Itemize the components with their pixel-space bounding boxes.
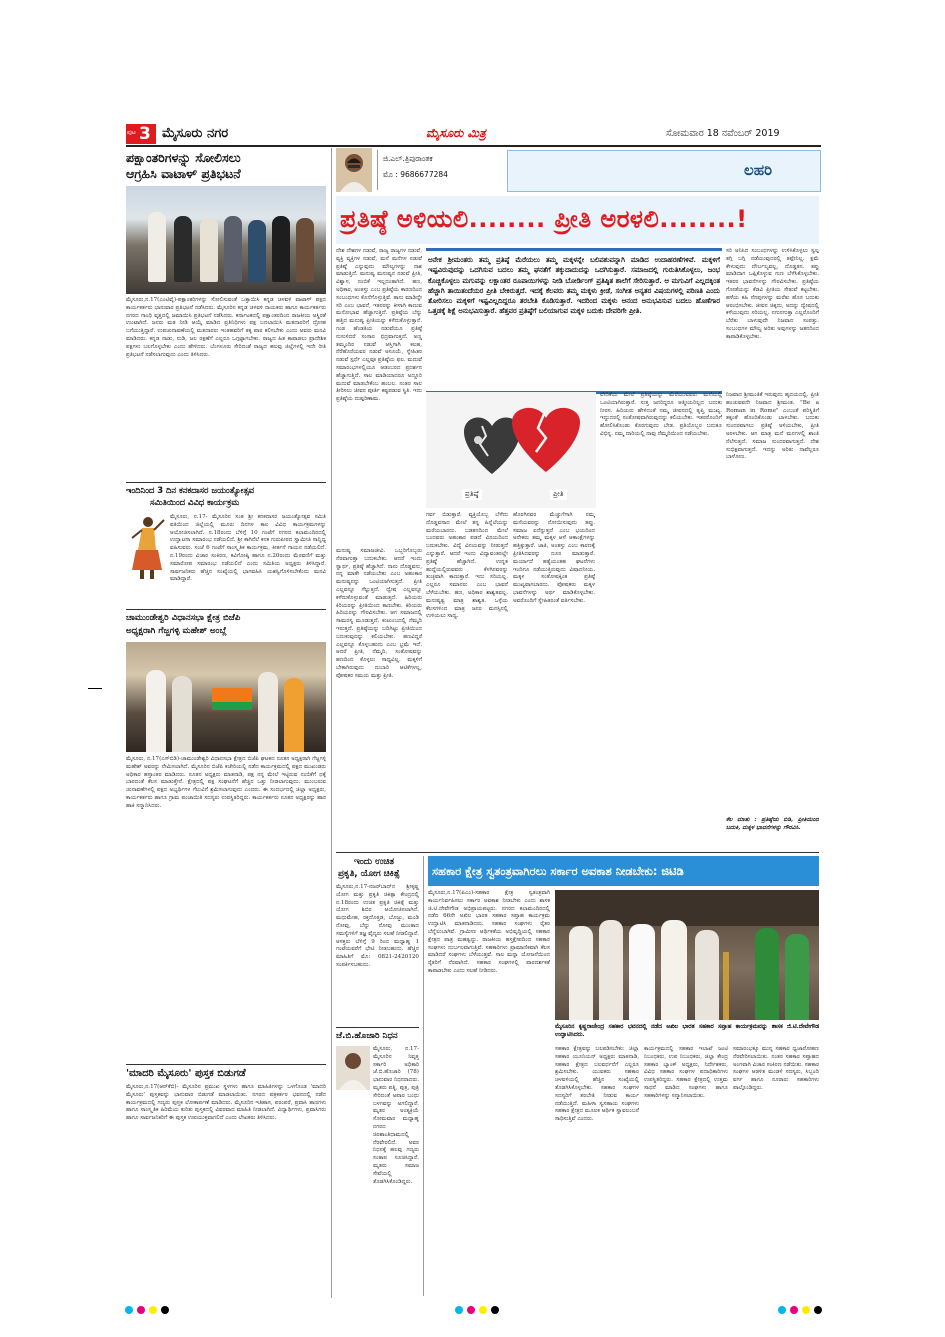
story-protest [126,150,326,182]
flag-banner [212,702,252,710]
masthead [126,124,821,144]
person-figure [695,930,719,1020]
dancer-icon [128,514,166,580]
story-subheadline: ಸಮಿತಿಯಿಂದ ವಿವಿಧ ಕಾರ್ಯಕ್ರಮ [150,497,240,507]
feature-intro-box [426,248,722,394]
story-body: ಮೈಸೂರು,ನ.17(ಆರ್‌ಕೆಬಿ)- ಮೈಸೂರಿನ ಪ್ರಮುಖ ಸ್ಥಳಗಳು ಹಾಗೂ ಮಾಹಿತಿಗಳನ್ನು ಒಳಗೊಂಡ 'ಮಾದರಿ ಮೈಸೂರು' ಪುಸ್ತಕವನ್ನು ಭಾನುವಾರ ಬಿಡುಗಡೆ ಮಾಡಲಾಯಿತು. ನಗರದ ಪತ್ರಕರ್ತರ ಭವನದಲ್ಲಿ ನಡೆದ ಕಾರ್ಯಕ್ರಮದಲ್ಲಿ ಗಣ್ಯರು ಪುಸ್ತಕ ಲೋಕಾರ್ಪಣೆ ಮಾಡಿದರು. ಮೈಸೂರಿನ ಇತಿಹಾಸ, ಪರಂಪರೆ, ಪ್ರವಾಸಿ ತಾಣಗಳು ಹಾಗೂ ಸಾಂಸ್ಕೃತಿಕ ಹಿರಿಮೆಯ ಕುರಿತು ಪುಸ್ತಕದಲ್ಲಿ ವಿವರವಾದ ಮಾಹಿತಿ ನೀಡಲಾಗಿದೆ. ವಿದ್ಯಾರ್ಥಿಗಳು, ಪ್ರವಾಸಿಗರು ಹಾಗೂ ಸಾರ್ವಜನಿಕರಿಗೆ ಈ ಪುಸ್ತಕ ಉಪಯುಕ್ತವಾಗಲಿದೆ ಎಂದು ಲೇಖಕರು ತಿಳಿಸಿದರು. [126,1084,326,1122]
story-body: ಸಹಕಾರ ಕ್ಷೇತ್ರವನ್ನು ಬಲಪಡಿಸಬೇಕು: ಜಿಲ್ಲಾ ಸಹಕಾರ ಯೂನಿಯನ್ ಅಧ್ಯಕ್ಷರು ಮಾತನಾಡಿ, ಸಹಕಾರ ಕ್ಷೇತ್ರದ ಬಲವರ್ಧನೆಗೆ ಎಲ್ಲರೂ ಶ್ರಮಿಸಬೇಕು. ಯುವಕರು ಸಹಕಾರ ಚಳವಳಿಯಲ್ಲಿ ಹೆಚ್ಚಿನ ಸಂಖ್ಯೆಯಲ್ಲಿ ತೊಡಗಿಸಿಕೊಳ್ಳಬೇಕು. ಸಹಕಾರ ಸಂಘಗಳ ಸದಸ್ಯರಿಗೆ ತರಬೇತಿ ನೀಡುವ ಕಾರ್ಯ ನಡೆಯುತ್ತಿದೆ. ಮಹಿಳಾ ಸ್ವಸಹಾಯ ಸಂಘಗಳು ಸಹಕಾರ ಕ್ಷೇತ್ರದ ಮೂಲಕ ಆರ್ಥಿಕ ಸ್ವಾವಲಂಬನೆ ಸಾಧಿಸುತ್ತಿವೆ ಎಂದರು. [555,1046,639,1123]
person-figure [148,212,166,282]
feature-headline-banner [336,196,819,244]
page-number: 3 [139,124,151,144]
feature-body-col-g: ನಿಜವಾದ ಶ್ರೀಮಂತಿಕೆ ಇರುವುದು ಹೃದಯದಲ್ಲಿ. ಪ್ರೀತಿ ಹಂಚುವವನೇ ನಿಜವಾದ ಶ್ರೀಮಂತ. "Be a Roman in Rome" ಎಂಬಂತೆ ಪರಿಸ್ಥಿತಿಗೆ ತಕ್ಕಂತೆ ಹೊಂದಿಕೊಂಡು ಬಾಳಬೇಕು. ಬದುಕು ಸುಂದರವಾಗಲು ಪ್ರತಿಷ್ಠೆ ಅಳಿಯಬೇಕು, ಪ್ರೀತಿ ಅರಳಬೇಕು. ಆಗ ಮಾತ್ರ ಮನೆ ಮನಗಳಲ್ಲಿ ಶಾಂತಿ ನೆಲೆಸುತ್ತದೆ. ಸಮಾಜ ಸುಂದರವಾಗುತ್ತದೆ. ದೇಶ ಸುಭಿಕ್ಷವಾಗುತ್ತದೆ. ಇದನ್ನು ಅರಿತು ನಾವೆಲ್ಲರೂ ಬಾಳೋಣ. [726,392,819,461]
story-headline: ಇಂದು ಉಚಿತ [354,857,394,867]
person-figure [258,672,278,752]
registration-mark [479,1306,487,1314]
masthead-rule [126,145,821,147]
person-figure [569,926,593,1020]
person-figure [172,676,192,752]
feature-body-col-d: ಗರ್ವ ಬಿಡುತ್ತಾರೆ. ವ್ಯಕ್ತಿಯೊಬ್ಬ ಬೆಳೆದು ದೊಡ್ಡವನಾದ ಮೇಲೆ ತನ್ನ ಹಿನ್ನೆಲೆಯನ್ನು ಮರೆಯಬಾರದು. ಬಡತನದಿಂದ ಮೇಲೆ ಬಂದವರು ಅಹಂಕಾರ ಪಡದೆ ವಿನಯದಿಂದ ಬದುಕಬೇಕು. ವಿದ್ಯೆ ವಿನಯವನ್ನು ನೀಡುತ್ತದೆ ಎನ್ನುತ್ತಾರೆ. ಆದರೆ ಇಂದು ವಿದ್ಯಾವಂತರಲ್ಲೇ ಪ್ರತಿಷ್ಠೆ ಹೆಚ್ಚಾಗಿದೆ. ಉನ್ನತ ಹುದ್ದೆಯಲ್ಲಿರುವವರು ಕೆಳಗಿನವರನ್ನು ತುಚ್ಛವಾಗಿ ಕಾಣುತ್ತಾರೆ. ಇದು ಸರಿಯಲ್ಲ. ಎಲ್ಲರೂ ಸಮಾನರು ಎಂಬ ಭಾವನೆ ಬೆಳೆಯಬೇಕು. ಹಣ, ಅಧಿಕಾರ ಶಾಶ್ವತವಲ್ಲ. ಮನುಷ್ಯತ್ವ ಮಾತ್ರ ಶಾಶ್ವತ. ಒಳ್ಳೆಯ ಕೆಲಸಗಳಿಂದ ಮಾತ್ರ ಜನರ ಮನಸ್ಸಿನಲ್ಲಿ ಉಳಿಯಲು ಸಾಧ್ಯ. [426,512,508,620]
story-body: ಮೈಸೂರು, ನ.17- ಮೈಸೂರಿನ ಸಂತ ಶ್ರೀ ಕನಕದಾಸರ ಜಯಂತ್ಯೋತ್ಸವ ಸಮಿತಿ ವತಿಯಿಂದ ಜಿಲ್ಲೆಯಲ್ಲಿ ಮೂರು ದಿನಗಳ ಕಾಲ ವಿವಿಧ ಕಾರ್ಯಕ್ರಮಗಳನ್ನು ಆಯೋಜಿಸಲಾಗಿದೆ. ನ.18ರಂದು ಬೆಳಿಗ್ಗೆ 10 ಗಂಟೆಗೆ ನಗರದ ಕಲಾಮಂದಿರದಲ್ಲಿ ಉದ್ಘಾಟನಾ ಸಮಾರಂಭ ನಡೆಯಲಿದೆ. ಶ್ರೀ ಕಾಗಿನೆಲೆ ಕನಕ ಗುರುಪೀಠದ ಸ್ವಾಮೀಜಿ ಸಾನ್ನಿಧ್ಯ ವಹಿಸುವರು. ಸಂಜೆ 6 ಗಂಟೆಗೆ ಸಾಂಸ್ಕೃತಿಕ ಕಾರ್ಯಕ್ರಮ, ಕೀರ್ತನೆ ಗಾಯನ ನಡೆಯಲಿದೆ. ನ.19ರಂದು ವಿಚಾರ ಸಂಕಿರಣ, ಕವಿಗೋಷ್ಠಿ ಹಾಗೂ ನ.20ರಂದು ಮೆರವಣಿಗೆ ಮತ್ತು ಸಮಾರೋಪ ಸಮಾರಂಭ ನಡೆಯಲಿದೆ ಎಂದು ಸಮಿತಿಯ ಅಧ್ಯಕ್ಷರು ತಿಳಿಸಿದ್ದಾರೆ. ಸಾರ್ವಜನಿಕರು ಹೆಚ್ಚಿನ ಸಂಖ್ಯೆಯಲ್ಲಿ ಭಾಗವಹಿಸಿ ಯಶಸ್ವಿಗೊಳಿಸಬೇಕೆಂದು ಮನವಿ ಮಾಡಿದ್ದಾರೆ. [170,514,326,583]
column-divider [423,856,424,1296]
feature-intro: ಅನೇಕ ಶ್ರೀಮಂತರು ತಮ್ಮ ಪ್ರತಿಷ್ಠೆ ಮೆರೆಯಲು ತಮ್ಮ ಮಕ್ಕಳನ್ನೇ ಬಲಿಪಶುವನ್ನಾಗಿ ಮಾಡಿದ ಉದಾಹರಣೆಗಳಿವೆ. ಮಕ್ಕಳಿಗೆ ಇಷ್ಟವಿರುವುದನ್ನು ಒದಗಿಸುವ ಬದಲು ತಮ್ಮ ಘನತೆಗೆ ತಕ್ಕುದಾದುದನ್ನು ಒದಗಿಸುತ್ತಾರೆ. ಸಮಾಜದಲ್ಲಿ ಗುರುತಿಸಿಕೊಳ್ಳಲು, ಜಂಭ ಕೊಚ್ಚಿಕೊಳ್ಳಲು ಮಗುವನ್ನು ಲಕ್ಷಾಂತರ ರೂಪಾಯಿಗಳನ್ನು ನೀಡಿ ಬೋರ್ಡಿಂಗ್ ಪ್ರತಿಷ್ಠಿತ ಶಾಲೆಗೆ ಸೇರಿಸುತ್ತಾರೆ. ಆ ಮಗುವಿಗೆ ಎಲ್ಲದಕ್ಕಿಂತ ಹೆಚ್ಚಾಗಿ ತಾಯಿತಂದೆಯರ ಪ್ರೀತಿ ಬೇಕಿರುತ್ತದೆ. ಇದಕ್ಕೆ ಕೆಲವರು ತಮ್ಮ ಮಕ್ಕಳು ಕ್ರೀಡೆ, ಸಂಗೀತ ಅನ್ಯತರ ವಿಷಯಗಳಲ್ಲಿ ಪರಿಣತಿ ಎಂದು ತೋರಿಸಲು ಮಕ್ಕಳಿಗೆ ಇಷ್ಟವಿಲ್ಲದಿದ್ದರೂ ತರಬೇತಿ ಕೊಡಿಸುತ್ತಾರೆ. ಇದರಿಂದ ಮಕ್ಕಳು ಆನಂದ ಅನುಭವಿಸುವ ಬದಲು ಹೊಣೆಗಾರ ಒತ್ತಡಕ್ಕೆ ಶಿಕ್ಷೆ ಅನುಭವಿಸುತ್ತಾರೆ. ಹೆತ್ತವರ ಪ್ರತಿಷ್ಠೆಗೆ ಬಲಿಯಾಗುವ ಮಕ್ಕಳ ಬದುಕು ದೇವರಿಗೇ ಪ್ರೀತಿ. [428,256,720,316]
registration-mark [149,1306,157,1314]
person-figure [224,216,242,282]
crop-mark [88,688,102,689]
story-body: ಮೈಸೂರು,ನ.17-ನಜರ್‌ಬಾದ್‌ನ ಶ್ರೀಕೃಷ್ಣ ಯೋಗ ಮತ್ತು ಪ್ರಕೃತಿ ಚಿಕಿತ್ಸಾ ಕೇಂದ್ರದಲ್ಲಿ ನ.18ರಂದು ಉಚಿತ ಪ್ರಕೃತಿ ಚಿಕಿತ್ಸೆ ಮತ್ತು ಯೋಗ ಶಿಬಿರ ಆಯೋಜಿಸಲಾಗಿದೆ. ಮಧುಮೇಹ, ರಕ್ತದೊತ್ತಡ, ಬೊಜ್ಜು, ಮಂಡಿ ನೋವು, ಬೆನ್ನು ನೋವು ಮುಂತಾದ ಸಮಸ್ಯೆಗಳಿಗೆ ತಜ್ಞ ವೈದ್ಯರು ಸಲಹೆ ನೀಡಲಿದ್ದಾರೆ. ಆಸಕ್ತರು ಬೆಳಿಗ್ಗೆ 9 ರಿಂದ ಮಧ್ಯಾಹ್ನ 1 ಗಂಟೆಯವರೆಗೆ ಭೇಟಿ ನೀಡಬಹುದು. ಹೆಚ್ಚಿನ ಮಾಹಿತಿಗೆ ಮೊ: 0821-2420120 ಸಂಪರ್ಕಿಸಬಹುದು. [336,884,419,968]
story-separator [336,1027,419,1028]
feature-body-col-b: ಮನುಷ್ಯ ಸಮಾಜಜೀವಿ. ಒಬ್ಬರಿಗೊಬ್ಬರು ನೆರವಾಗುತ್ತಾ ಬದುಕಬೇಕು. ಆದರೆ ಇಂದು ಸ್ವಾರ್ಥ, ಪ್ರತಿಷ್ಠೆ ಹೆಚ್ಚಾಗಿದೆ. ನಾನು ದೊಡ್ಡವನು, ನನ್ನ ಮಾತೇ ನಡೆಯಬೇಕು ಎಂಬ ಅಹಂಕಾರ ಮನುಷ್ಯನನ್ನು ಒಂಟಿಯಾಗಿಸುತ್ತದೆ. ಪ್ರೀತಿ ಎಲ್ಲವನ್ನೂ ಗೆಲ್ಲುತ್ತದೆ. ದ್ವೇಷ ಎಲ್ಲವನ್ನೂ ಕಳೆದುಕೊಳ್ಳುವಂತೆ ಮಾಡುತ್ತದೆ. ಹಿರಿಯರು ಕಿರಿಯರನ್ನು ಪ್ರೀತಿಯಿಂದ ಕಾಣಬೇಕು. ಕಿರಿಯರು ಹಿರಿಯರನ್ನು ಗೌರವಿಸಬೇಕು. ಆಗ ಸಮಾಜದಲ್ಲಿ ಸಾಮರಸ್ಯ ಮೂಡುತ್ತದೆ. ಕುಟುಂಬದಲ್ಲಿ ನೆಮ್ಮದಿ ಇರುತ್ತದೆ. ಪ್ರತಿಷ್ಠೆಯನ್ನು ಬದಿಗಿಟ್ಟು ಪ್ರೀತಿಯಿಂದ ಬದುಕುವುದನ್ನು ಕಲಿಯಬೇಕು. ಹಣವಿದ್ದರೆ ಎಲ್ಲವನ್ನೂ ಕೊಳ್ಳಬಹುದು ಎಂಬ ಭ್ರಮೆ ಇದೆ. ಆದರೆ ಪ್ರೀತಿ, ನೆಮ್ಮದಿ, ಸಂತೋಷವನ್ನು ಹಣದಿಂದ ಕೊಳ್ಳಲು ಸಾಧ್ಯವಿಲ್ಲ. ಮಕ್ಕಳಿಗೆ ಬೇಕಾಗಿರುವುದು ದುಬಾರಿ ಆಟಿಕೆಗಳಲ್ಲ, ಪೋಷಕರ ಸಮಯ ಮತ್ತು ಪ್ರೀತಿ. [336,548,422,679]
story-body: ಸಮಾರಂಭಕ್ಕೂ ಮುನ್ನ ಸಹಕಾರ ಧ್ವಜಾರೋಹಣ ನೆರವೇರಿಸಲಾಯಿತು. ನಂತರ ಸಹಕಾರ ಸಪ್ತಾಹದ ಅಂಗವಾಗಿ ವಿಚಾರ ಸಂಕಿರಣ ನಡೆಯಿತು. ಸಹಕಾರ ಸಂಘಗಳ ಆಡಳಿತ ಮಂಡಳಿ ಸದಸ್ಯರು, ಸಿಬ್ಬಂದಿ ವರ್ಗ ಹಾಗೂ ನೂರಾರು ಸಹಕಾರಿಗಳು ಪಾಲ್ಗೊಂಡಿದ್ದರು. [733,1046,819,1091]
feature-body-col-a: ದೇಶ ದೇಶಗಳ ನಡುವೆ, ರಾಜ್ಯ ರಾಜ್ಯಗಳ ನಡುವೆ, ವ್ಯಕ್ತಿ ವ್ಯಕ್ತಿಗಳ ನಡುವೆ, ಮನೆ ಮನೆಗಳ ನಡುವೆ ಪ್ರತಿಷ್ಠೆ ಎನ್ನುವುದು ಮೌಲ್ಯಗಳನ್ನು ನಾಶ ಮಾಡುತ್ತಿದೆ. ಮನುಷ್ಯ ಮನುಷ್ಯನ ನಡುವೆ ಪ್ರೀತಿ, ವಿಶ್ವಾಸ, ನಂಬಿಕೆ ಇಲ್ಲದಂತಾಗಿದೆ. ಹಣ, ಅಧಿಕಾರ, ಅಂತಸ್ತು ಎಂಬ ಪ್ರತಿಷ್ಠೆಯ ಕಾರಣದಿಂದ ಸಂಬಂಧಗಳು ಕೊನೆಗೊಳ್ಳುತ್ತಿವೆ. ತಾನು ಮಾಡಿದ್ದೇ ಸರಿ ಎಂಬ ಭಾವನೆ, ಇತರರನ್ನು ಕೀಳಾಗಿ ಕಾಣುವ ಮನೋಭಾವ ಹೆಚ್ಚಾಗುತ್ತಿದೆ. ಪ್ರತಿಷ್ಠೆಯ ಬೆನ್ನು ಹತ್ತಿದ ಮನುಷ್ಯ ಪ್ರೀತಿಯನ್ನು ಕಳೆದುಕೊಳ್ಳುತ್ತಾನೆ. ಗಂಡ ಹೆಂಡತಿಯ ನಡುವೆಯೂ ಪ್ರತಿಷ್ಠೆ ನುಸುಳಿದರೆ ಸಂಸಾರ ಛಿದ್ರವಾಗುತ್ತದೆ. ಅಣ್ಣ ತಮ್ಮಂದಿರ ನಡುವೆ ಆಸ್ತಿಗಾಗಿ ಕಲಹ, ನೆರೆಹೊರೆಯವರ ನಡುವೆ ಅಸೂಯೆ, ಸ್ನೇಹಿತರ ನಡುವೆ ಸ್ಪರ್ಧೆ ಎಲ್ಲವೂ ಪ್ರತಿಷ್ಠೆಯ ಫಲ. ಮದುವೆ ಸಮಾರಂಭಗಳಲ್ಲಿಯೂ ಆಡಂಬರದ ಪ್ರದರ್ಶನ ಹೆಚ್ಚಾಗುತ್ತಿದೆ. ಸಾಲ ಮಾಡಿಯಾದರೂ ಅದ್ದೂರಿ ಮದುವೆ ಮಾಡಬೇಕೆಂಬ ಹಂಬಲ. ನಂತರ ಸಾಲ ತೀರಿಸಲು ಜೀವನ ಪೂರ್ತಿ ಕಷ್ಟಪಡುವ ಸ್ಥಿತಿ. ಇದು ಪ್ರತಿಷ್ಠೆಯ ದುಷ್ಪರಿಣಾಮ. [336,248,422,403]
image-label-right: ಪ್ರೀತಿ [550,489,567,500]
cooperative-event-photo [555,890,819,1020]
protest-photo [126,186,326,294]
story-headline: ಚಾಮುಂಡೇಶ್ವರಿ ವಿಧಾನಸಭಾ ಕ್ಷೇತ್ರ ಬಿಜೆಪಿ [126,613,241,623]
story-separator [126,482,326,483]
story-headline: ಇಂದಿನಿಂದ 3 ದಿನ ಕನಕದಾಸರ ಜಯಂತ್ಯೋತ್ಸವ [126,485,254,495]
issue-date: ಸೋಮವಾರ 18 ನವೆಂಬರ್ 2019 [666,128,780,139]
story-headline: ಆಗ್ರಹಿಸಿ ವಾಟಾಳ್ ಪ್ರತಿಭಟನೆ [126,166,241,181]
hearts-illustration [426,392,596,508]
dancer-illustration [128,514,166,580]
person-figure [755,928,779,1020]
stage-backdrop [555,890,819,926]
story-body: ಮೈಸೂರು,ನ.17(ಎಂಟಿವೈ)-ಪಕ್ಷಾಂತರಿಗಳನ್ನು ಸೋಲಿಸುವಂತೆ ಒತ್ತಾಯಿಸಿ ಕನ್ನಡ ಚಳವಳಿ ವಾಟಾಳ್ ಪಕ್ಷದ ಕಾರ್ಯಕರ್ತರು ಭಾನುವಾರ ಪ್ರತಿಭಟನೆ ನಡೆಸಿದರು. ಮೈಸೂರಿನ ಕನ್ನಡ ಚಳವಳಿ ನಾಯಕರು ಹಾಗೂ ಕಾರ್ಯಕರ್ತರು ನಗರದ ಗಾಂಧಿ ವೃತ್ತದಲ್ಲಿ ಜಮಾಯಿಸಿ ಪ್ರತಿಭಟನೆ ನಡೆಸಿದರು. ಕರ್ನಾಟಕದಲ್ಲಿ ಪಕ್ಷಾಂತರದಿಂದ ರಾಜಕೀಯ ಅಸ್ಥಿರತೆ ಉಂಟಾಗಿದೆ. ಜನರು ಮತ ನೀಡಿ ಆಯ್ಕೆ ಮಾಡಿದ ಪ್ರತಿನಿಧಿಗಳು ಪಕ್ಷ ಬದಲಾಯಿಸಿ ಮತದಾರರಿಗೆ ದ್ರೋಹ ಬಗೆಯುತ್ತಿದ್ದಾರೆ. ಉಪಚುನಾವಣೆಯಲ್ಲಿ ಮತದಾರರು ಇಂತಹವರಿಗೆ ತಕ್ಕ ಪಾಠ ಕಲಿಸಬೇಕು ಎಂದು ಅವರು ಮನವಿ ಮಾಡಿದರು. ಕನ್ನಡ ನಾಡು, ನುಡಿ, ಜಲ ರಕ್ಷಣೆಗೆ ಎಲ್ಲರೂ ಒಗ್ಗಟ್ಟಾಗಬೇಕು. ರಾಜ್ಯದ ಹಿತ ಕಾಪಾಡಲು ಪ್ರಾದೇಶಿಕ ಪಕ್ಷಗಳು ಬಲಗೊಳ್ಳಬೇಕು ಎಂದು ಹೇಳಿದರು. ಬೆಂಗಳೂರು ಸೇರಿದಂತೆ ರಾಜ್ಯದ ಹಲವು ಜಿಲ್ಲೆಗಳಲ್ಲಿ ಇದೇ ರೀತಿ ಪ್ರತಿಭಟನೆ ನಡೆಸಲಾಗುವುದು ಎಂದು ತಿಳಿಸಿದರು. [126,297,326,358]
person-figure [174,216,192,282]
person-figure [284,678,304,752]
story-body: ಮೈಸೂರು,ನ.17(ಪಿಎಂ)-ಸಹಕಾರ ಕ್ಷೇತ್ರ ಸ್ವತಂತ್ರವಾಗಿ ಕಾರ್ಯನಿರ್ವಹಿಸಲು ಸರ್ಕಾರ ಅವಕಾಶ ನೀಡಬೇಕು ಎಂದು ಶಾಸಕ ಜಿ.ಟಿ.ದೇವೇಗೌಡ ಅಭಿಪ್ರಾಯಪಟ್ಟರು. ನಗರದ ಕಲಾಮಂದಿರದಲ್ಲಿ ನಡೆದ 66ನೇ ಅಖಿಲ ಭಾರತ ಸಹಕಾರ ಸಪ್ತಾಹ ಕಾರ್ಯಕ್ರಮ ಉದ್ಘಾಟಿಸಿ ಮಾತನಾಡಿದರು. ಸಹಕಾರ ಸಂಘಗಳು ರೈತರ ಬೆನ್ನೆಲುಬಾಗಿವೆ. ಗ್ರಾಮೀಣ ಆರ್ಥಿಕತೆಯ ಅಭಿವೃದ್ಧಿಯಲ್ಲಿ ಸಹಕಾರ ಕ್ಷೇತ್ರದ ಪಾತ್ರ ಮಹತ್ವದ್ದು. ರಾಜಕೀಯ ಹಸ್ತಕ್ಷೇಪದಿಂದ ಸಹಕಾರ ಸಂಘಗಳು ದುರ್ಬಲವಾಗುತ್ತಿವೆ. ಸಹಕಾರಿಗಳು ಪ್ರಾಮಾಣಿಕವಾಗಿ ಕೆಲಸ ಮಾಡಿದರೆ ಸಂಘಗಳು ಬೆಳೆಯುತ್ತವೆ. ಸಾಲ ಮನ್ನಾ ಯೋಜನೆಯಿಂದ ರೈತರಿಗೆ ನೆರವಾಗಿದೆ. ಸಹಕಾರ ಸಂಘಗಳಲ್ಲಿ ಪಾರದರ್ಶಕತೆ ಕಾಪಾಡಬೇಕು ಎಂದು ಸಲಹೆ ನೀಡಿದರು. [428,890,550,974]
person-figure [272,216,290,282]
feature-body-col-e: ಹೊರಗಿನವರ ಮೆಚ್ಚುಗೆಗಾಗಿ ನಮ್ಮ ಮನೆಯವರನ್ನು ನೋಯಿಸುವುದು ತಪ್ಪು. ಸಮಾಜ ಏನೆನ್ನುತ್ತದೆ ಎಂಬ ಭಯದಿಂದ ಅನೇಕರು ತಮ್ಮ ಮಕ್ಕಳ ಆಸೆ ಆಕಾಂಕ್ಷೆಗಳನ್ನು ಹತ್ತಿಕ್ಕುತ್ತಾರೆ. ಜಾತಿ, ಅಂತಸ್ತು ಎಂಬ ಕಾರಣಕ್ಕೆ ಪ್ರೀತಿಸಿದವರನ್ನು ದೂರ ಮಾಡುತ್ತಾರೆ. ಮರ್ಯಾದೆ ಹತ್ಯೆಯಂತಹ ಘಟನೆಗಳು ಇಂದಿಗೂ ನಡೆಯುತ್ತಿರುವುದು ವಿಷಾದನೀಯ. ಮಕ್ಕಳ ಸಂತೋಷಕ್ಕಿಂತ ಪ್ರತಿಷ್ಠೆ ಮುಖ್ಯವಾಗಬಾರದು. ಪೋಷಕರು ಮಕ್ಕಳ ಭಾವನೆಗಳನ್ನು ಅರ್ಥ ಮಾಡಿಕೊಳ್ಳಬೇಕು. ಅವರೊಂದಿಗೆ ಸ್ನೇಹಿತರಂತೆ ವರ್ತಿಸಬೇಕು. [513,512,595,604]
registration-mark [802,1306,810,1314]
author-portrait-icon [336,148,372,192]
feature-body-col-c: ಸರಿ ಅನಿಸಿದ ಸಂಬಂಧಗಳನ್ನು ಉಳಿಸಿಕೊಳ್ಳಲು ಸ್ವಲ್ಪ ತಗ್ಗಿ ಬಗ್ಗಿ ನಡೆಯುವುದರಲ್ಲಿ ತಪ್ಪೇನಿಲ್ಲ. ಕ್ಷಮೆ ಕೇಳುವುದು ದೌರ್ಬಲ್ಯವಲ್ಲ, ದೊಡ್ಡತನ. ತಪ್ಪು ಮಾಡಿದಾಗ ಒಪ್ಪಿಕೊಳ್ಳುವ ಗುಣ ಬೆಳೆಸಿಕೊಳ್ಳಬೇಕು. ಇತರರ ಭಾವನೆಗಳನ್ನು ಗೌರವಿಸಬೇಕು. ಪ್ರತಿಷ್ಠೆಯ ಗೋಡೆಯನ್ನು ಕೆಡವಿ ಪ್ರೀತಿಯ ಸೇತುವೆ ಕಟ್ಟಬೇಕು. ಹಳೆಯ ಕಹಿ ನೆನಪುಗಳನ್ನು ಮರೆತು ಹೊಸ ಬದುಕು ಆರಂಭಿಸಬೇಕು. ಜೀವನ ಚಿಕ್ಕದು, ಅದನ್ನು ದ್ವೇಷದಲ್ಲಿ ಕಳೆಯುವುದು ಸರಿಯಲ್ಲ. ನಗುನಗುತ್ತಾ ಎಲ್ಲರೊಂದಿಗೆ ಬೆರೆತು ಬಾಳುವುದೇ ನಿಜವಾದ ಸಂಪತ್ತು. ಸಂಬಂಧಗಳ ಮೌಲ್ಯ ಅರಿತು ಅವುಗಳನ್ನು ಜತನದಿಂದ ಕಾಪಾಡಿಕೊಳ್ಳಬೇಕು. [726,248,819,340]
image-label-left: ಪ್ರತಿಷ್ಠೆ [462,489,482,500]
feature-headline: ಪ್ರತಿಷ್ಠೆ ಅಳಿಯಲಿ........ ಪ್ರೀತಿ ಅರಳಲಿ........! [340,205,748,233]
page-number-badge [126,124,156,144]
author-photo [336,148,372,192]
person-figure [599,920,623,1020]
author-phone: ಮೊ : 9686677284 [383,170,448,179]
column-divider [331,148,332,1298]
feature-body-col-f: ವೇದಿಕೆಯ ಮೇಲೆ ಪ್ರತಿಷ್ಠೆಯನ್ನು ಮೆರೆಯುವವರು ಮನೆಯಲ್ಲಿ ಒಂಟಿಯಾಗಿರುತ್ತಾರೆ. ಸುತ್ತ ಜನರಿದ್ದರೂ ಆತ್ಮೀಯರಿಲ್ಲದ ಬದುಕು ನೀರಸ. ಹಿರಿಯರು ಹೇಳಿದಂತೆ ನಮ್ಮ ಜೀವನದಲ್ಲಿ ತೃಪ್ತಿ ಮುಖ್ಯ. ಇದ್ದುದರಲ್ಲಿ ಸಂತೋಷವಾಗಿರುವುದನ್ನು ಕಲಿಯಬೇಕು. ಇತರರೊಂದಿಗೆ ಹೋಲಿಸಿಕೊಂಡು ಕೊರಗುವುದು ಬೇಡ. ಪ್ರತಿಯೊಬ್ಬರ ಬದುಕೂ ವಿಭಿನ್ನ. ನಮ್ಮ ದಾರಿಯಲ್ಲಿ ನಾವು ನೆಮ್ಮದಿಯಿಂದ ನಡೆಯಬೇಕು. [600,392,722,437]
story-body: ಮೈಸೂರು, ನ.17- ಮೈಸೂರಿನ ನಿವೃತ್ತ ಸರ್ಕಾರಿ ಅಧಿಕಾರಿ ಜೆ.ಬಿ.ಹೊಜಾರಿ (78) ಭಾನುವಾರ ನಿಧನರಾದರು. ಮೃತರು ಪತ್ನಿ, ಪುತ್ರ, ಪುತ್ರಿ ಸೇರಿದಂತೆ ಅಪಾರ ಬಂಧು ಬಳಗವನ್ನು ಅಗಲಿದ್ದಾರೆ. ಮೃತರ ಅಂತ್ಯಕ್ರಿಯೆ ಸೋಮವಾರ ಮಧ್ಯಾಹ್ನ ನಗರದ ಚಿರಶಾಂತಿಧಾಮದಲ್ಲಿ ನೆರವೇರಲಿದೆ. ಅವರ ನಿಧನಕ್ಕೆ ಹಲವು ಗಣ್ಯರು ಸಂತಾಪ ಸೂಚಿಸಿದ್ದಾರೆ. ಮೃತರು ಸಮಾಜ ಸೇವೆಯಲ್ಲಿ ತೊಡಗಿಸಿಕೊಂಡಿದ್ದರು. [373,1046,419,1185]
person-figure [146,670,166,752]
author-name: ಜಿ.ಎಲ್.ತ್ರಿಪುರಾಂತಕ [383,154,433,163]
story-body: ಕಾರ್ಯಕ್ರಮದಲ್ಲಿ ಸಹಕಾರ ಇಲಾಖೆ ಜಂಟಿ ನಿಬಂಧಕರು, ಉಪ ನಿಬಂಧಕರು, ಜಿಲ್ಲಾ ಕೇಂದ್ರ ಸಹಕಾರ ಬ್ಯಾಂಕ್ ಅಧ್ಯಕ್ಷರು, ನಿರ್ದೇಶಕರು, ವಿವಿಧ ಸಹಕಾರ ಸಂಘಗಳ ಪದಾಧಿಕಾರಿಗಳು ಉಪಸ್ಥಿತರಿದ್ದರು. ಸಹಕಾರ ಕ್ಷೇತ್ರದಲ್ಲಿ ಉತ್ತಮ ಸಾಧನೆ ಮಾಡಿದ ಸಂಘಗಳು ಹಾಗೂ ಸಹಕಾರಿಗಳನ್ನು ಸನ್ಮಾನಿಸಲಾಯಿತು. [644,1046,728,1099]
cooperative-headline-bar [428,856,819,886]
newspaper-name: ಮೈಸೂರು ಮಿತ್ರ [426,126,486,140]
lamp-stand [723,952,729,1020]
photo-caption: ಮೈಸೂರಿನ ಕೃಷ್ಣರಾಜೇಂದ್ರ ಸಹಕಾರ ಭವನದಲ್ಲಿ ನಡೆದ ಅಖಿಲ ಭಾರತ ಸಹಕಾರ ಸಪ್ತಾಹ ಕಾರ್ಯಕ್ರಮವನ್ನು ಶಾಸಕ ಜಿ.ಟಿ.ದೇವೇಗೌಡ ಉದ್ಘಾಟಿಸಿದರು. [555,1024,819,1038]
story-headline: 'ಮಾದರಿ ಮೈಸೂರು' ಪುಸ್ತಕ ಬಿಡುಗಡೆ [126,1068,246,1079]
story-headline: ಪಕ್ಷಾಂತರಿಗಳನ್ನು ಸೋಲಿಸಲು [126,150,241,165]
page-label: ಪುಟ [127,129,136,136]
story-separator [126,1064,326,1065]
person-figure [296,218,314,282]
registration-mark [790,1306,798,1314]
person-figure [200,218,218,282]
story-headline: ಅಧ್ಯಕ್ಷರಾಗಿ ಗೆಜ್ಜಗಳ್ಳಿ ಮಹೇಶ್ ಅಂಬ್ಲೆ [126,626,227,636]
feature-note-text: ಕೆಲ ಮಾತು : ಪ್ರತಿಷ್ಠೆಯ ಬಿಡಿ, ಪ್ರೀತಿಯಿಂದ ಬದುಕಿ, ಮಕ್ಕಳ ಭಾವನೆಗಳನ್ನು ಗೌರವಿಸಿ. [726,817,819,831]
section-title: ಮೈಸೂರು ನಗರ [162,126,229,141]
person-figure [661,920,687,1020]
registration-mark [161,1306,169,1314]
person-figure [248,220,266,282]
registration-mark [778,1306,786,1314]
registration-mark [455,1306,463,1314]
author-block [377,150,508,190]
registration-mark [814,1306,822,1314]
story-body: ಮೈಸೂರು, ನ.17(ಎಸ್‌ಬಿಡಿ)-ಚಾಮುಂಡೇಶ್ವರಿ ವಿಧಾನಸಭಾ ಕ್ಷೇತ್ರದ ಬಿಜೆಪಿ ಘಟಕದ ನೂತನ ಅಧ್ಯಕ್ಷರಾಗಿ ಗೆಜ್ಜಗಳ್ಳಿ ಮಹೇಶ್ ಅವರನ್ನು ನೇಮಿಸಲಾಗಿದೆ. ಮೈಸೂರಿನ ಬಿಜೆಪಿ ಕಚೇರಿಯಲ್ಲಿ ನಡೆದ ಕಾರ್ಯಕ್ರಮದಲ್ಲಿ ಪಕ್ಷದ ಮುಖಂಡರು ಅಧಿಕಾರ ಹಸ್ತಾಂತರ ಮಾಡಿದರು. ನೂತನ ಅಧ್ಯಕ್ಷರು ಮಾತನಾಡಿ, ಪಕ್ಷ ನನ್ನ ಮೇಲೆ ಇಟ್ಟಿರುವ ನಂಬಿಕೆಗೆ ಧಕ್ಕೆ ಬಾರದಂತೆ ಕೆಲಸ ಮಾಡುತ್ತೇನೆ. ಕ್ಷೇತ್ರದಲ್ಲಿ ಪಕ್ಷ ಸಂಘಟನೆಗೆ ಹೆಚ್ಚಿನ ಒತ್ತು ನೀಡಲಾಗುವುದು. ಮುಂಬರುವ ಚುನಾವಣೆಗಳಲ್ಲಿ ಪಕ್ಷದ ಅಭ್ಯರ್ಥಿಗಳ ಗೆಲುವಿಗೆ ಶ್ರಮಿಸಲಾಗುವುದು ಎಂದರು. ಈ ಸಂದರ್ಭದಲ್ಲಿ ಜಿಲ್ಲಾ ಅಧ್ಯಕ್ಷರು, ಕಾರ್ಯಕರ್ತರು ಹಾಗೂ ಗ್ರಾಮ ಪಂಚಾಯಿತಿ ಸದಸ್ಯರು ಉಪಸ್ಥಿತರಿದ್ದರು. ಕಾರ್ಯಕರ್ತರು ನೂತನ ಅಧ್ಯಕ್ಷರನ್ನು ಹಾರ ಹಾಕಿ ಸನ್ಮಾನಿಸಿದರು. [126,756,326,809]
registration-mark [137,1306,145,1314]
story-headline: ಪ್ರಕೃತಿ, ಯೋಗ ಚಿಕಿತ್ಸೆ [338,869,400,879]
story-headline: ಸಹಕಾರ ಕ್ಷೇತ್ರ ಸ್ವತಂತ್ರವಾಗಿರಲು ಸರ್ಕಾರ ಅವಕಾಶ ನೀಡಬೇಕು: ಜಿಟಿಡಿ [432,864,684,878]
column-name-box [507,150,821,192]
section-separator [336,852,819,853]
bjp-event-photo [126,642,326,752]
registration-mark [467,1306,475,1314]
story-headline: ಜೆ.ಬಿ.ಹೊಜಾರಿ ನಿಧನ [336,1031,398,1041]
person-figure [629,924,655,1020]
story-separator [126,609,326,610]
obituary-photo [336,1046,370,1090]
person-figure [785,934,809,1020]
feature-note [726,816,819,850]
registration-mark [491,1306,499,1314]
obituary-portrait-icon [336,1046,370,1090]
broken-hearts-icon [426,392,596,508]
column-name: ಲಹರಿ [744,161,773,179]
registration-mark [125,1306,133,1314]
